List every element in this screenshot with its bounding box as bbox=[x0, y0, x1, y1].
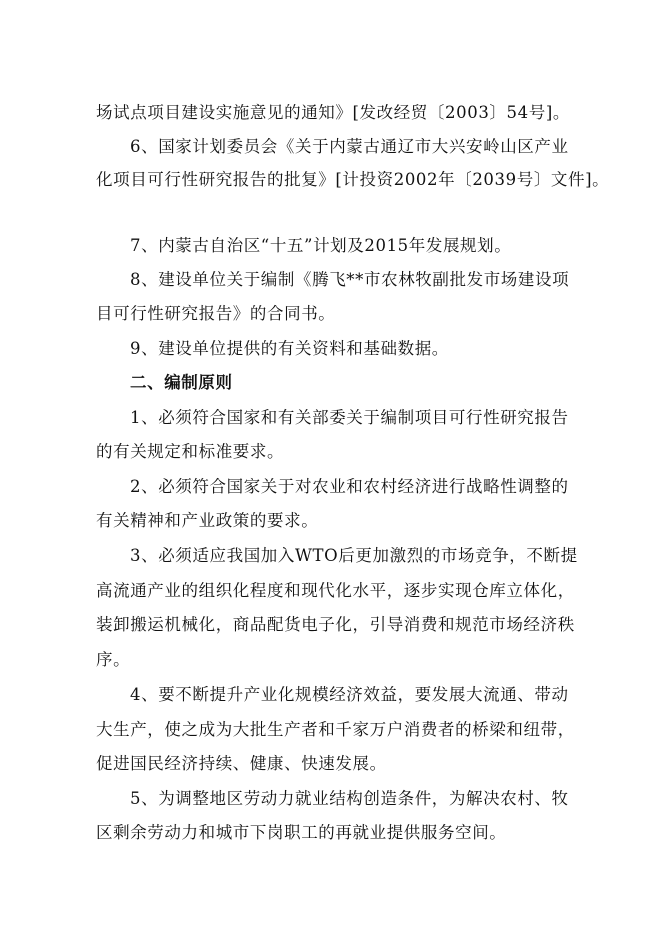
principle-4: 4、要不断提升产业化规模经济效益，要发展大流通、带动 bbox=[130, 684, 569, 704]
text-line: 装卸搬运机械化，商品配货电子化，引导消费和规范市场经济秩 bbox=[96, 614, 575, 634]
section-heading: 二、编制原则 bbox=[130, 372, 233, 392]
text-line: 区剩余劳动力和城市下岗职工的再就业提供服务空间。 bbox=[96, 822, 507, 842]
list-item-6: 6、国家计划委员会《关于内蒙古通辽市大兴安岭山区产业 bbox=[130, 136, 569, 156]
text-line: 的有关规定和标准要求。 bbox=[96, 441, 285, 461]
text-line: 促进国民经济持续、健康、快速发展。 bbox=[96, 753, 387, 773]
principle-1: 1、必须符合国家和有关部委关于编制项目可行性研究报告 bbox=[130, 407, 569, 427]
text-line: 序。 bbox=[96, 649, 131, 669]
list-item-7: 7、内蒙古自治区“十五”计划及2015年发展规划。 bbox=[130, 235, 512, 255]
principle-2: 2、必须符合国家关于对农业和农村经济进行战略性调整的 bbox=[130, 476, 569, 496]
principle-3: 3、必须适应我国加入WTO后更加激烈的市场竞争，不断提 bbox=[130, 545, 578, 565]
text-line: 大生产，使之成为大批生产者和千家万户消费者的桥梁和纽带， bbox=[96, 719, 575, 739]
text-line: 有关精神和产业政策的要求。 bbox=[96, 510, 319, 530]
text-line: 目可行性研究报告》的合同书。 bbox=[96, 303, 336, 323]
principle-5: 5、为调整地区劳动力就业结构创造条件，为解决农村、牧 bbox=[130, 788, 569, 808]
text-line: 化项目可行性研究报告的批复》[计投资2002年〔2039号〕文件]。 bbox=[96, 169, 610, 189]
list-item-8: 8、建设单位关于编制《腾飞**市农林牧副批发市场建设项 bbox=[130, 269, 570, 289]
list-item-9: 9、建设单位提供的有关资料和基础数据。 bbox=[130, 338, 449, 358]
text-line: 场试点项目建设实施意见的通知》[发改经贸〔2003〕54号]。 bbox=[96, 102, 570, 122]
text-line: 高流通产业的组织化程度和现代化水平，逐步实现仓库立体化， bbox=[96, 580, 575, 600]
